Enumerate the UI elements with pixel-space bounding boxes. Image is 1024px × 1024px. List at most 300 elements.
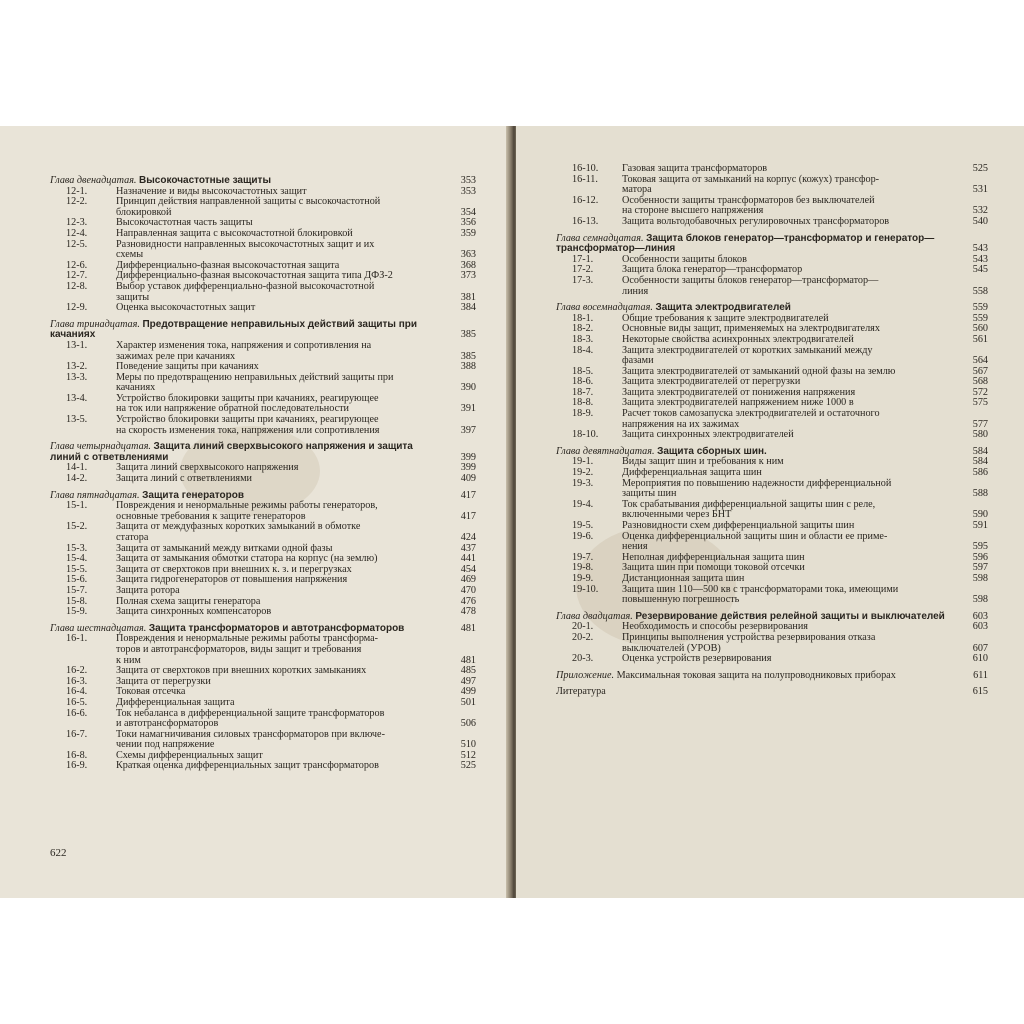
section-page: 559: [972, 312, 988, 324]
section-page: 388: [460, 361, 476, 373]
section-number: 19-3.: [572, 477, 594, 489]
section-title: Защита блока генератор—трансформатор: [622, 264, 803, 276]
section-title: Дифференциальная защита шин: [622, 467, 762, 479]
section-number: 12-2.: [66, 196, 88, 208]
chapter-page: 603: [972, 610, 988, 622]
section-number: 20-3.: [572, 653, 594, 665]
section-number: 14-1.: [66, 462, 88, 474]
toc-entry-line: [556, 164, 988, 175]
toc-entry-line: [50, 522, 476, 533]
toc-entry-line: [50, 575, 476, 586]
section-page: 588: [972, 488, 988, 500]
section-number: 15-8.: [66, 595, 88, 607]
toc-entry-line: [556, 644, 988, 655]
section-title: Дифференциально-фазная высокочастотная защита: [116, 259, 340, 271]
chapter-name: Защита генераторов: [142, 489, 245, 501]
section-number: 13-5.: [66, 414, 88, 426]
chapter-page: 559: [972, 302, 988, 314]
section-number: 20-2.: [572, 631, 594, 643]
section-page: 454: [460, 563, 476, 575]
section-number: 19-4.: [572, 498, 594, 510]
section-number: 12-9.: [66, 302, 88, 314]
section-page: 417: [460, 510, 476, 522]
section-page: 598: [972, 572, 988, 584]
section-title: повышенную погрешность: [622, 594, 740, 606]
section-title: напряжения на их зажимах: [622, 418, 740, 430]
section-page: 354: [460, 206, 476, 218]
section-page: 397: [460, 424, 476, 436]
toc-entry-line: [556, 574, 988, 585]
toc-entry-line: [556, 287, 988, 298]
section-number: 12-7.: [66, 270, 88, 282]
section-number: 16-12.: [572, 194, 599, 206]
section-number: 13-3.: [66, 371, 88, 383]
section-page: 384: [460, 302, 476, 314]
section-number: 18-1.: [572, 312, 594, 324]
section-title: Особенности защиты блоков: [622, 253, 747, 265]
toc-entry-line: [556, 276, 988, 287]
toc-entry-line: [50, 474, 476, 485]
section-page: 399: [460, 462, 476, 474]
section-title: статора: [116, 532, 149, 543]
toc-entry-line: [50, 677, 476, 688]
section-page: 598: [972, 594, 988, 606]
chapter-label: Глава пятнадцатая.: [50, 489, 143, 501]
section-number: 18-3.: [572, 333, 594, 345]
section-page: 359: [460, 227, 476, 239]
appendix-title: [556, 671, 956, 682]
section-number: 16-9.: [66, 760, 88, 772]
section-page: 597: [972, 562, 988, 574]
section-number: 16-13.: [572, 215, 599, 227]
section-page: 506: [460, 718, 476, 730]
section-title: Некоторые свойства асинхронных электродвигателей: [622, 333, 854, 345]
section-title: Защита электродвигателей от перегрузки: [622, 376, 801, 388]
toc-entry-line: [556, 500, 988, 511]
section-page: 470: [460, 584, 476, 596]
toc-entry-line: [50, 240, 476, 251]
chapter-heading: [50, 320, 476, 341]
section-title: и автотрансформаторов: [116, 718, 219, 730]
chapter-heading: [556, 234, 988, 255]
toc-entry-line: [556, 457, 988, 468]
toc-entry-line: [556, 521, 988, 532]
section-title: Защита электродвигателей от коротких замыканий между: [622, 344, 873, 356]
section-title: Защита шин 110—500 кв с трансформаторами тока, имеющими: [622, 583, 899, 595]
literature-row: [556, 687, 988, 698]
toc-entry-line: [50, 303, 476, 314]
toc-entry-line: [556, 335, 988, 346]
section-page: 497: [460, 675, 476, 687]
toc-entry-line: [50, 352, 476, 363]
section-number: 19-9.: [572, 572, 594, 584]
literature-title: Литература: [556, 686, 606, 698]
toc-entry-line: [50, 463, 476, 474]
toc-entry-line: [50, 709, 476, 720]
literature-page: 615: [972, 686, 988, 698]
section-title: Защита линий с ответвлениями: [116, 473, 252, 485]
section-title: Направленная защита с высокочастотной блокировкой: [116, 227, 353, 239]
section-number: 15-9.: [66, 606, 88, 618]
appendix-row: [556, 671, 988, 682]
section-title: Виды защит шин и требования к ним: [622, 456, 784, 468]
appendix-name: Максимальная токовая защита на полупроводниковых приборах: [616, 669, 896, 681]
section-title: Дифференциальная защита: [116, 696, 235, 708]
section-number: 19-10.: [572, 583, 599, 595]
toc-entry-line: [50, 373, 476, 384]
chapter-label: Глава двенадцатая.: [50, 175, 140, 186]
section-title: Полная схема защиты генератора: [116, 595, 261, 607]
chapter-name: Защита линий сверхвысокого напряжения и защита линий с ответвлениями: [50, 441, 413, 463]
section-number: 19-2.: [572, 467, 594, 479]
toc-entry-line: [556, 633, 988, 644]
section-title: Принцип действия направленной защиты с высокочастотной: [116, 196, 381, 208]
page-number: 622: [50, 847, 67, 859]
section-number: 19-8.: [572, 562, 594, 574]
chapter-block: [50, 176, 476, 314]
section-page: 373: [460, 270, 476, 282]
section-page: 481: [460, 654, 476, 666]
toc-entry-line: [50, 229, 476, 240]
section-number: 16-1.: [66, 633, 88, 645]
section-number: 18-6.: [572, 376, 594, 388]
section-number: 18-9.: [572, 408, 594, 420]
section-number: 17-2.: [572, 264, 594, 276]
section-title: Схемы дифференциальных защит: [116, 749, 263, 761]
section-title: Общие требования к защите электродвигателей: [622, 312, 829, 324]
section-number: 12-8.: [66, 280, 88, 292]
section-number: 18-8.: [572, 397, 594, 409]
section-title: выключателей (УРОВ): [622, 642, 721, 654]
section-page: 510: [460, 739, 476, 751]
chapter-name: Защита сборных шин.: [657, 445, 767, 457]
chapter-title: [556, 234, 956, 255]
section-page: 590: [972, 509, 988, 521]
section-title: Разновидности схем дифференциальной защиты шин: [622, 520, 855, 531]
section-title: Расчет токов самозапуска электродвигателей и остаточного: [622, 408, 880, 420]
toc-entry-line: [556, 430, 988, 441]
chapter-page: 543: [972, 243, 988, 255]
section-page: 591: [972, 520, 988, 531]
toc-entry-line: [556, 346, 988, 357]
toc-entry-line: [556, 196, 988, 207]
section-title: Ток срабатывания дифференциальной защиты шин с реле,: [622, 498, 876, 510]
section-number: 15-7.: [66, 584, 88, 596]
chapter-page: 481: [460, 622, 476, 634]
section-title: Защита линий сверхвысокого напряжения: [116, 462, 299, 474]
chapter-page: 417: [460, 489, 476, 501]
section-number: 14-2.: [66, 473, 88, 485]
section-title: Дистанционная защита шин: [622, 572, 745, 584]
section-number: 16-8.: [66, 749, 88, 761]
section-page: 596: [972, 551, 988, 563]
section-page: 561: [972, 333, 988, 345]
section-title: Защита ротора: [116, 584, 180, 596]
section-page: 586: [972, 467, 988, 479]
section-title: Защита синхронных компенсаторов: [116, 606, 272, 618]
section-number: 15-1.: [66, 500, 88, 512]
section-number: 13-4.: [66, 392, 88, 404]
section-title: на стороне высшего напряжения: [622, 205, 764, 217]
section-page: 512: [460, 749, 476, 761]
section-page: 575: [972, 397, 988, 409]
appendix-label: Приложение.: [556, 669, 617, 681]
section-page: 610: [972, 653, 988, 665]
section-number: 16-7.: [66, 728, 88, 740]
section-title: Оценка устройств резервирования: [622, 653, 772, 665]
section-page: 543: [972, 253, 988, 265]
chapter-label: Глава девятнадцатая.: [556, 445, 658, 457]
left-page: [0, 126, 510, 898]
toc-entry-line: [50, 761, 476, 772]
chapter-label: Глава четырнадцатая.: [50, 441, 154, 453]
section-page: 476: [460, 595, 476, 607]
section-page: 532: [972, 205, 988, 217]
section-page: 595: [972, 541, 988, 553]
section-title: защиты шин: [622, 488, 677, 500]
chapter-block: [50, 491, 476, 618]
section-title: зажимах реле при качаниях: [116, 350, 236, 362]
section-number: 15-5.: [66, 563, 88, 575]
section-number: 18-7.: [572, 386, 594, 398]
section-title: Защита синхронных электродвигателей: [622, 429, 794, 441]
section-title: Особенности защиты блоков генератор—трансформатор—: [622, 274, 879, 286]
toc-entry-line: [556, 532, 988, 543]
section-title: на ток или напряжение обратной последовательности: [116, 403, 349, 415]
section-title: Газовая защита трансформаторов: [622, 163, 768, 174]
right-toc: [556, 164, 988, 698]
section-number: 19-6.: [572, 530, 594, 542]
section-title: основные требования к защите генераторов: [116, 510, 306, 522]
section-title: Повреждения и ненормальные режимы работы генераторов,: [116, 500, 378, 512]
section-page: 385: [460, 350, 476, 362]
toc-entry-line: [556, 409, 988, 420]
section-title: Дифференциально-фазная высокочастотная защита типа ДФЗ-2: [116, 270, 393, 282]
section-page: 525: [460, 760, 476, 772]
toc-entry-line: [50, 687, 476, 698]
section-title: Поведение защиты при качаниях: [116, 361, 259, 373]
section-title: Токи намагничивания силовых трансформаторов при включе-: [116, 728, 385, 740]
chapter-title: [50, 320, 444, 341]
section-title: защиты: [116, 291, 150, 303]
section-page: 607: [972, 642, 988, 654]
toc-entry-line: [50, 533, 476, 544]
chapter-name: Защита трансформаторов и автотрансформаторов: [148, 622, 405, 634]
section-page: 531: [972, 184, 988, 196]
section-page: 560: [972, 323, 988, 335]
chapter-name: Резервирование действия релейной защиты и выключателей: [635, 610, 945, 622]
section-title: Оценка дифференциальной защиты шин и области ее приме-: [622, 530, 888, 542]
section-number: 16-4.: [66, 686, 88, 698]
section-title: Мероприятия по повышению надежности дифференциальной: [622, 477, 892, 489]
section-title: Основные виды защит, применяемых на электродвигателях: [622, 323, 880, 335]
section-page: 545: [972, 264, 988, 276]
chapter-block: [50, 442, 476, 484]
toc-entry-line: [50, 586, 476, 597]
toc-entry-line: [50, 208, 476, 219]
section-page: 424: [460, 532, 476, 543]
toc-entry-line: [50, 740, 476, 751]
section-title: Высокочастотная часть защиты: [116, 217, 253, 229]
chapter-block: [50, 320, 476, 437]
section-number: 15-4.: [66, 553, 88, 565]
section-title: Защита от сверхтоков при внешних к. з. и перегрузках: [116, 563, 352, 575]
section-title: к ним: [116, 654, 141, 666]
section-page: 353: [460, 185, 476, 197]
section-number: 12-6.: [66, 259, 88, 271]
section-title: Устройство блокировки защиты при качаниях, реагирующее: [116, 414, 379, 426]
section-title: Устройство блокировки защиты при качаниях, реагирующее: [116, 392, 379, 404]
section-title: фазами: [622, 355, 654, 367]
chapter-block: [556, 303, 988, 441]
section-page: 485: [460, 665, 476, 677]
section-title: Защита от междуфазных коротких замыканий в обмотке: [116, 521, 361, 533]
section-title: Защита от замыкания обмотки статора на корпус (на землю): [116, 553, 378, 565]
section-number: 19-7.: [572, 551, 594, 563]
section-number: 17-3.: [572, 274, 594, 286]
section-title: Меры по предотвращению неправильных действий защиты при: [116, 371, 394, 383]
toc-entry-line: [50, 341, 476, 352]
section-title: Оценка высокочастотных защит: [116, 302, 256, 314]
section-page: 381: [460, 291, 476, 303]
section-page: 363: [460, 249, 476, 261]
book-spread: [0, 126, 1024, 898]
section-title: Защита электродвигателей напряжением ниже 1000 в: [622, 397, 854, 409]
section-page: 478: [460, 606, 476, 618]
toc-entry-line: [556, 175, 988, 186]
section-page: 558: [972, 285, 988, 297]
section-title: Защита шин при помощи токовой отсечки: [622, 562, 805, 574]
chapter-heading: [50, 176, 476, 187]
toc-entry-line: [556, 595, 988, 606]
section-title: Защита от замыканий между витками одной фазы: [116, 542, 333, 554]
section-title: чении под напряжение: [116, 739, 215, 751]
section-title: на скорость изменения тока, напряжения или сопротивления: [116, 424, 380, 436]
section-number: 12-3.: [66, 217, 88, 229]
chapter-title: [50, 442, 444, 463]
section-page: 580: [972, 429, 988, 441]
toc-entry-line: [556, 585, 988, 596]
section-page: 409: [460, 473, 476, 485]
section-page: 540: [972, 215, 988, 227]
section-title: Защита от перегрузки: [116, 675, 211, 687]
section-title: Токовая отсечка: [116, 686, 186, 698]
section-page: 499: [460, 686, 476, 698]
section-title: матора: [622, 184, 652, 196]
section-number: 16-11.: [572, 173, 598, 185]
section-title: Защита от сверхтоков при внешних коротких замыканиях: [116, 665, 367, 677]
chapter-block: [556, 234, 988, 298]
section-page: 567: [972, 365, 988, 377]
section-title: Краткая оценка дифференциальных защит трансформаторов: [116, 760, 379, 772]
toc-entry-line: [50, 282, 476, 293]
section-title: качаниях: [116, 382, 156, 394]
chapter-block: [556, 612, 988, 665]
section-page: 525: [972, 163, 988, 174]
section-title: Защита электродвигателей от понижения напряжения: [622, 386, 856, 398]
section-number: 19-1.: [572, 456, 594, 468]
section-page: 603: [972, 621, 988, 633]
chapter-label: Глава восемнадцатая.: [556, 302, 656, 314]
section-page: 469: [460, 574, 476, 586]
section-number: 16-5.: [66, 696, 88, 708]
section-number: 18-5.: [572, 365, 594, 377]
toc-entry-line: [556, 563, 988, 574]
toc-entry-line: [50, 698, 476, 709]
section-title: Токовая защита от замыканий на корпус (кожух) трансфор-: [622, 173, 880, 185]
section-number: 12-5.: [66, 238, 88, 250]
chapter-page: 399: [460, 451, 476, 463]
section-title: Характер изменения тока, напряжения и сопротивления на: [116, 339, 372, 351]
chapter-name: Защита блоков генератор—трансформатор и генератор—трансформатор—линия: [556, 232, 935, 255]
section-page: 390: [460, 382, 476, 394]
section-number: 12-4.: [66, 227, 88, 239]
section-number: 16-3.: [66, 675, 88, 687]
toc-entry-line: [50, 293, 476, 304]
section-title: Необходимость и способы резервирования: [622, 621, 808, 633]
section-title: нения: [622, 541, 648, 553]
chapter-label: Глава тринадцатая.: [50, 318, 143, 330]
section-number: 16-2.: [66, 665, 88, 677]
chapter-title: [50, 176, 444, 187]
chapter-label: Глава семнадцатая.: [556, 232, 647, 244]
toc-entry-line: [50, 197, 476, 208]
section-title: Разновидности направленных высокочастотных защит и их: [116, 238, 375, 250]
chapter-name: Предотвращение неправильных действий защиты при качаниях: [50, 318, 418, 341]
section-number: 18-2.: [572, 323, 594, 335]
toc-entry-line: [556, 479, 988, 490]
section-page: 356: [460, 217, 476, 229]
section-title: Особенности защиты трансформаторов без выключателей: [622, 194, 875, 206]
appendix-page: 611: [973, 669, 988, 681]
chapter-label: Глава двадцатая.: [556, 610, 636, 622]
right-page: [516, 126, 1024, 898]
left-toc: [50, 170, 476, 772]
toc-entry-line: [50, 607, 476, 618]
section-page: 564: [972, 355, 988, 367]
section-number: 16-10.: [572, 163, 599, 174]
toc-entry-line: [50, 666, 476, 677]
chapter-label: Глава шестнадцатая.: [50, 622, 149, 634]
section-title: Защита вольтодобавочных регулировочных трансформаторов: [622, 215, 890, 227]
section-number: 20-1.: [572, 621, 594, 633]
section-title: Выбор уставок дифференциально-фазной высокочастотной: [116, 280, 375, 292]
section-title: Назначение и виды высокочастотных защит: [116, 185, 307, 197]
section-title: торов и автотрансформаторов, виды защит и требования: [116, 643, 362, 655]
chapter-heading: [50, 442, 476, 463]
chapter-name: Высокочастотные защиты: [139, 175, 271, 186]
section-title: линия: [622, 285, 649, 297]
toc-entry-line: [556, 217, 988, 228]
toc-entry-line: [556, 654, 988, 665]
section-title: Защита электродвигателей от замыканий одной фазы на землю: [622, 365, 896, 377]
section-page: 441: [460, 553, 476, 565]
section-title: блокировкой: [116, 206, 172, 218]
section-page: 437: [460, 542, 476, 554]
section-number: 18-10.: [572, 429, 599, 441]
section-title: Принципы выполнения устройства резервирования отказа: [622, 631, 876, 643]
section-page: 501: [460, 696, 476, 708]
section-number: 15-6.: [66, 574, 88, 586]
section-page: 368: [460, 259, 476, 271]
toc-entry-line: [50, 730, 476, 741]
section-title: Неполная дифференциальная защита шин: [622, 551, 805, 563]
section-number: 13-1.: [66, 339, 88, 351]
section-page: 568: [972, 376, 988, 388]
section-number: 12-1.: [66, 185, 88, 197]
section-number: 15-3.: [66, 542, 88, 554]
section-title: Ток небаланса в дифференциальной защите трансформаторов: [116, 707, 385, 719]
